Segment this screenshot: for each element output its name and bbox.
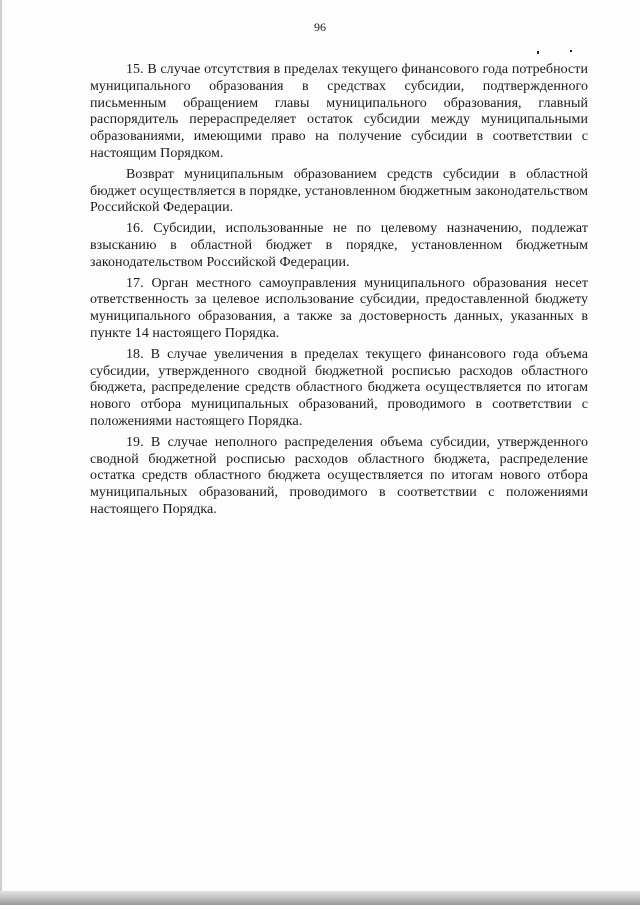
paragraph-15-return: Возврат муниципальным образованием средств субсидии в областной бюджет осуществляется в порядке, установленном бюджетным законодательством Российской Федерации. [90,166,588,216]
scan-bottom-edge [0,891,640,905]
scan-speck [537,51,539,54]
document-body [90,62,588,523]
paragraph-18: 18. В случае увеличения в пределах текущего финансового года объема субсидии, утвержденного сводной бюджетной росписью расходов областного бюджета, распределение средств областного бюджета осуществляется по итогам нового отбора муниципальных образований, проводимого в соответствии с положениями настоящего Порядка. [90,346,588,429]
page-number: 96 [314,20,326,34]
paragraph-17: 17. Орган местного самоуправления муниципального образования несет ответственность за целевое использование субсидии, предоставленной бюджету муниципального образования, а также за достоверность данных, указанных в пункте 14 настоящего Порядка. [90,275,588,341]
paragraph-19: 19. В случае неполного распределения объема субсидии, утвержденного сводной бюджетной росписью расходов областного бюджета, распределение остатка средств областного бюджета осуществляется по итогам нового отбора муниципальных образований, проводимого в соответствии с положениями настоящего Порядка. [90,434,588,517]
scan-left-edge [0,0,2,905]
paragraph-16: 16. Субсидии, использованные не по целевому назначению, подлежат взысканию в областной бюджет в порядке, установленном бюджетным законодательством Российской Федерации. [90,221,588,270]
paragraph-15: 15. В случае отсутствия в пределах текущего финансового года потребности муниципального образования в средствах субсидии, подтвержденного письменным обращением главы муниципального образования, главный распорядитель перераспределяет остаток субсидии между муниципальными образованиями, имеющими право на получение субсидии в соответствии с настоящим Порядком. [90,62,588,161]
scan-speck [570,50,572,52]
